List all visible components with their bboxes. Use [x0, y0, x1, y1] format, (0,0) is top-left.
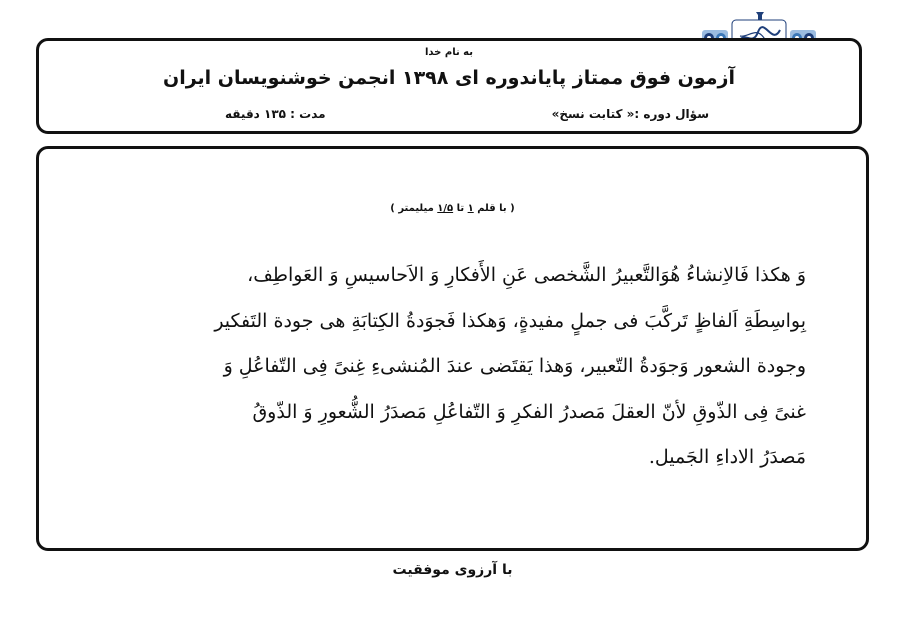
good-luck-note: با آرزوی موفقیت — [392, 562, 513, 578]
passage-line: مَصدَرُ الاداءِ الجَمیل. — [648, 446, 806, 468]
passage-line: غنیً فِی الذّوقِ لأنّ العقلَ مَصدرُ الفکرِ وَ التّفاعُلِ مَصدَرُ الشُّعورِ وَ الذّوقُ — [252, 400, 806, 423]
pen-size-note — [39, 203, 866, 214]
pen-to: تا — [453, 203, 468, 214]
exam-duration: مدت : ۱۳۵ دقیقه — [225, 107, 326, 121]
passage-line: بِواسِطَةِ اَلفاظٍ تَرکَّبَ فی جملٍ مفیدةٍ، وَهکذا فَجوَدةُ الکِتابَةِ هی جودة التَفکیر — [214, 309, 806, 332]
exam-passage — [101, 253, 806, 481]
exam-header — [36, 38, 862, 134]
pen-note-open: ( با قلم — [473, 203, 515, 214]
exam-title: آزمون فوق ممتاز پایاندوره ای ۱۳۹۸ انجمن خوشنویسان ایران — [162, 67, 735, 89]
course-question: سؤال دوره :« کتابت نسخ» — [551, 107, 709, 121]
bismillah: به نام خدا — [424, 47, 474, 58]
passage-line: وَ هکذا فَالاِنشاءُ هُوَالتَّعبیرُ الشَّخصی عَنِ الأَفکارِ وَ الاَحاسیسِ وَ العَواطِف، — [247, 264, 806, 286]
exam-content-box — [36, 146, 869, 551]
pen-max: ۱/۵ — [437, 203, 454, 214]
passage-line: وجودة الشعور وَجوَدةُ التّعبیر، وَهذا یَقتَضی عندَ المُنشیءِ غِنیً فِی التّفاعُلِ وَ — [223, 355, 806, 377]
pen-note-close: میلیمتر ) — [390, 203, 438, 214]
pen-min: ۱ — [467, 203, 474, 214]
